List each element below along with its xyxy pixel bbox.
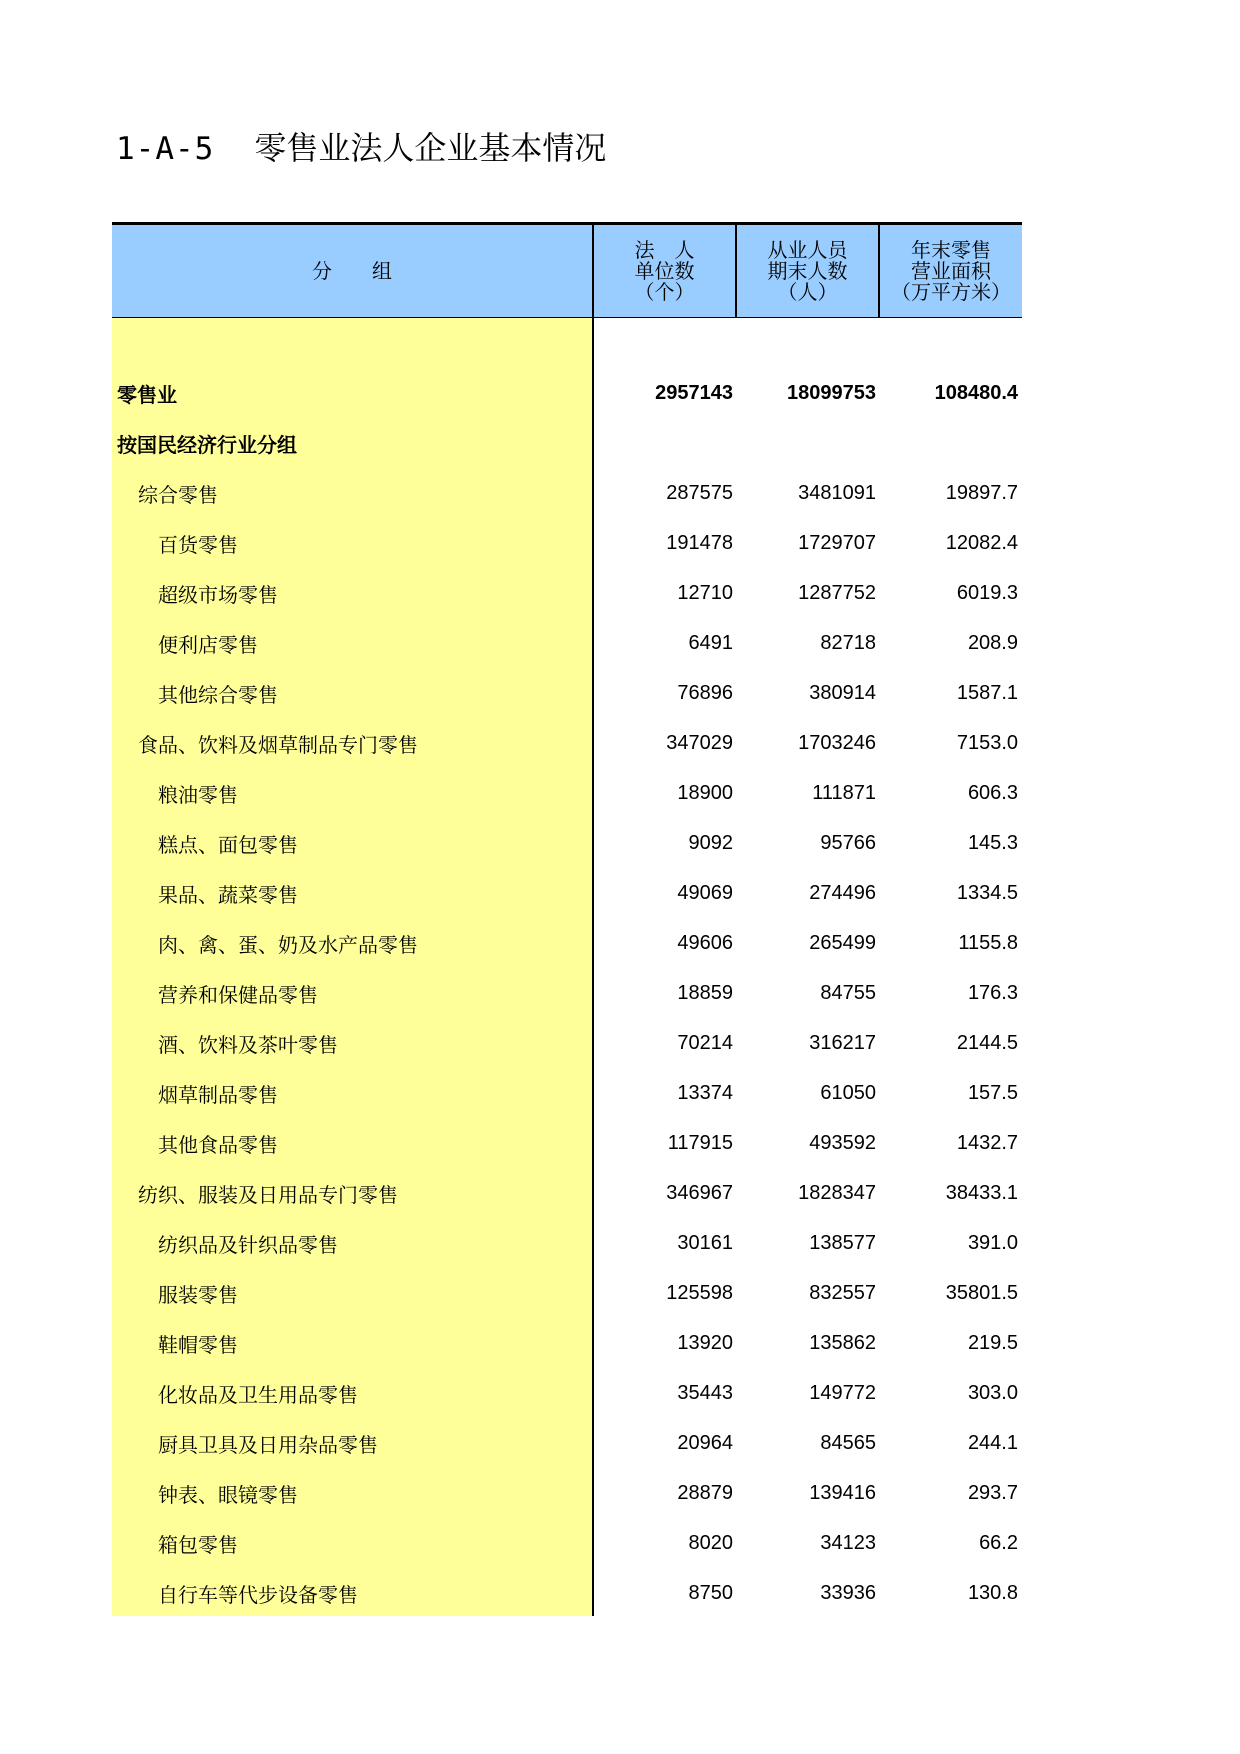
row-employees: 493592: [809, 1131, 876, 1154]
row-retail-area: 2144.5: [956, 1031, 1018, 1054]
row-retail-area: 176.3: [967, 981, 1018, 1004]
row-employees: 61050: [820, 1081, 876, 1104]
row-employees: 82718: [820, 631, 876, 654]
table-row: [112, 368, 1022, 418]
row-retail-area: 66.2: [979, 1531, 1018, 1554]
row-label: 按国民经济行业分组: [117, 432, 297, 457]
table-row: [112, 1118, 1022, 1168]
row-retail-area: 606.3: [967, 781, 1018, 804]
row-label: 糕点、面包零售: [158, 832, 298, 857]
table-row: [112, 668, 1022, 718]
row-legal-units: 49069: [677, 881, 733, 904]
row-retail-area: 7153.0: [956, 731, 1018, 754]
row-legal-units: 76896: [677, 681, 733, 704]
row-employees: 380914: [809, 681, 876, 704]
row-label: 纺织、服装及日用品专门零售: [138, 1182, 398, 1207]
row-employees: 1287752: [798, 581, 876, 604]
row-retail-area: 208.9: [967, 631, 1018, 654]
row-employees: 18099753: [787, 381, 876, 404]
row-employees: 84565: [820, 1431, 876, 1454]
row-employees: 34123: [820, 1531, 876, 1554]
row-employees: 832557: [809, 1281, 876, 1304]
row-label: 纺织品及针织品零售: [158, 1232, 338, 1257]
row-label: 零售业: [117, 382, 177, 407]
row-legal-units: 12710: [677, 581, 733, 604]
row-label: 烟草制品零售: [158, 1082, 278, 1107]
row-retail-area: 38433.1: [945, 1181, 1018, 1204]
row-employees: 3481091: [798, 481, 876, 504]
row-label: 酒、饮料及茶叶零售: [158, 1032, 338, 1057]
row-legal-units: 8020: [688, 1531, 733, 1554]
row-retail-area: 6019.3: [956, 581, 1018, 604]
row-retail-area: 35801.5: [945, 1281, 1018, 1304]
row-legal-units: 49606: [677, 931, 733, 954]
row-employees: 138577: [809, 1231, 876, 1254]
row-employees: 1828347: [798, 1181, 876, 1204]
row-employees: 1729707: [798, 531, 876, 554]
row-retail-area: 130.8: [967, 1581, 1018, 1604]
row-retail-area: 1334.5: [956, 881, 1018, 904]
row-retail-area: 157.5: [967, 1081, 1018, 1104]
table-row: [112, 1218, 1022, 1268]
row-legal-units: 2957143: [655, 381, 733, 404]
table-row: [112, 1418, 1022, 1468]
table-code: 1-A-5: [116, 131, 215, 167]
row-legal-units: 18859: [677, 981, 733, 1004]
row-legal-units: 20964: [677, 1431, 733, 1454]
row-label: 其他综合零售: [158, 682, 278, 707]
row-legal-units: 125598: [666, 1281, 733, 1304]
row-legal-units: 28879: [677, 1481, 733, 1504]
row-label: 便利店零售: [158, 632, 258, 657]
row-retail-area: 1587.1: [956, 681, 1018, 704]
header-legal-units: 法 人 单位数 （个）: [594, 225, 737, 317]
table-row: [112, 1368, 1022, 1418]
table-row: [112, 968, 1022, 1018]
table-row: [112, 1568, 1022, 1618]
row-label: 食品、饮料及烟草制品专门零售: [138, 732, 418, 757]
row-label: 厨具卫具及日用杂品零售: [158, 1432, 378, 1457]
row-retail-area: 145.3: [967, 831, 1018, 854]
row-label: 综合零售: [138, 482, 218, 507]
row-employees: 1703246: [798, 731, 876, 754]
row-retail-area: 1155.8: [958, 931, 1018, 954]
row-employees: 111871: [812, 781, 876, 804]
header-employees: 从业人员 期末人数 （人）: [737, 225, 880, 317]
table-row: [112, 868, 1022, 918]
row-legal-units: 70214: [677, 1031, 733, 1054]
row-retail-area: 244.1: [967, 1431, 1018, 1454]
row-employees: 84755: [820, 981, 876, 1004]
table-row: [112, 818, 1022, 868]
row-retail-area: 12082.4: [945, 531, 1018, 554]
row-legal-units: 13920: [677, 1331, 733, 1354]
row-employees: 95766: [820, 831, 876, 854]
table-row: [112, 1268, 1022, 1318]
table-row: [112, 768, 1022, 818]
row-legal-units: 117915: [667, 1131, 733, 1154]
row-retail-area: 219.5: [967, 1331, 1018, 1354]
row-legal-units: 287575: [666, 481, 733, 504]
row-legal-units: 6491: [688, 631, 733, 654]
row-legal-units: 35443: [677, 1381, 733, 1404]
row-label: 钟表、眼镜零售: [158, 1482, 298, 1507]
row-retail-area: 19897.7: [945, 481, 1018, 504]
row-legal-units: 191478: [666, 531, 733, 554]
row-label: 其他食品零售: [158, 1132, 278, 1157]
row-label: 鞋帽零售: [158, 1332, 238, 1357]
row-employees: 149772: [809, 1381, 876, 1404]
table-row: [112, 568, 1022, 618]
row-retail-area: 293.7: [967, 1481, 1018, 1504]
row-label: 百货零售: [158, 532, 238, 557]
page-title: [116, 124, 606, 172]
row-legal-units: 347029: [666, 731, 733, 754]
row-label: 自行车等代步设备零售: [158, 1582, 358, 1607]
row-label: 粮油零售: [158, 782, 238, 807]
row-label: 果品、蔬菜零售: [158, 882, 298, 907]
row-legal-units: 8750: [688, 1581, 733, 1604]
table-row: [112, 1468, 1022, 1518]
header-group: 分 组: [112, 225, 594, 317]
table-row: [112, 518, 1022, 568]
table-row: [112, 1168, 1022, 1218]
table-row: [112, 468, 1022, 518]
table-body: [112, 318, 1022, 1618]
table-row: [112, 418, 1022, 468]
row-legal-units: 9092: [688, 831, 733, 854]
table-row: [112, 1018, 1022, 1068]
table-row: [112, 618, 1022, 668]
row-employees: 274496: [809, 881, 876, 904]
table-header: [112, 225, 1022, 318]
table-row: [112, 1318, 1022, 1368]
row-employees: 139416: [809, 1481, 876, 1504]
table-name: 零售业法人企业基本情况: [254, 129, 607, 167]
row-label: 服装零售: [158, 1282, 238, 1307]
row-legal-units: 18900: [677, 781, 733, 804]
row-label: 肉、禽、蛋、奶及水产品零售: [158, 932, 418, 957]
table-row: [112, 1068, 1022, 1118]
table-row: [112, 718, 1022, 768]
row-label: 化妆品及卫生用品零售: [158, 1382, 358, 1407]
row-employees: 33936: [820, 1581, 876, 1604]
statistics-table: [112, 222, 1022, 1618]
table-row: [112, 918, 1022, 968]
row-retail-area: 108480.4: [934, 381, 1018, 404]
row-employees: 316217: [809, 1031, 876, 1054]
row-label: 箱包零售: [158, 1532, 238, 1557]
row-retail-area: 391.0: [967, 1231, 1018, 1254]
table-row: [112, 1518, 1022, 1568]
row-legal-units: 30161: [677, 1231, 733, 1254]
header-retail-area: 年末零售 营业面积 （万平方米）: [891, 237, 1011, 304]
row-label: 超级市场零售: [158, 582, 278, 607]
row-retail-area: 1432.7: [956, 1131, 1018, 1154]
row-legal-units: 13374: [677, 1081, 733, 1104]
row-employees: 265499: [809, 931, 876, 954]
row-legal-units: 346967: [666, 1181, 733, 1204]
row-retail-area: 303.0: [967, 1381, 1018, 1404]
row-label: 营养和保健品零售: [158, 982, 318, 1007]
row-employees: 135862: [809, 1331, 876, 1354]
